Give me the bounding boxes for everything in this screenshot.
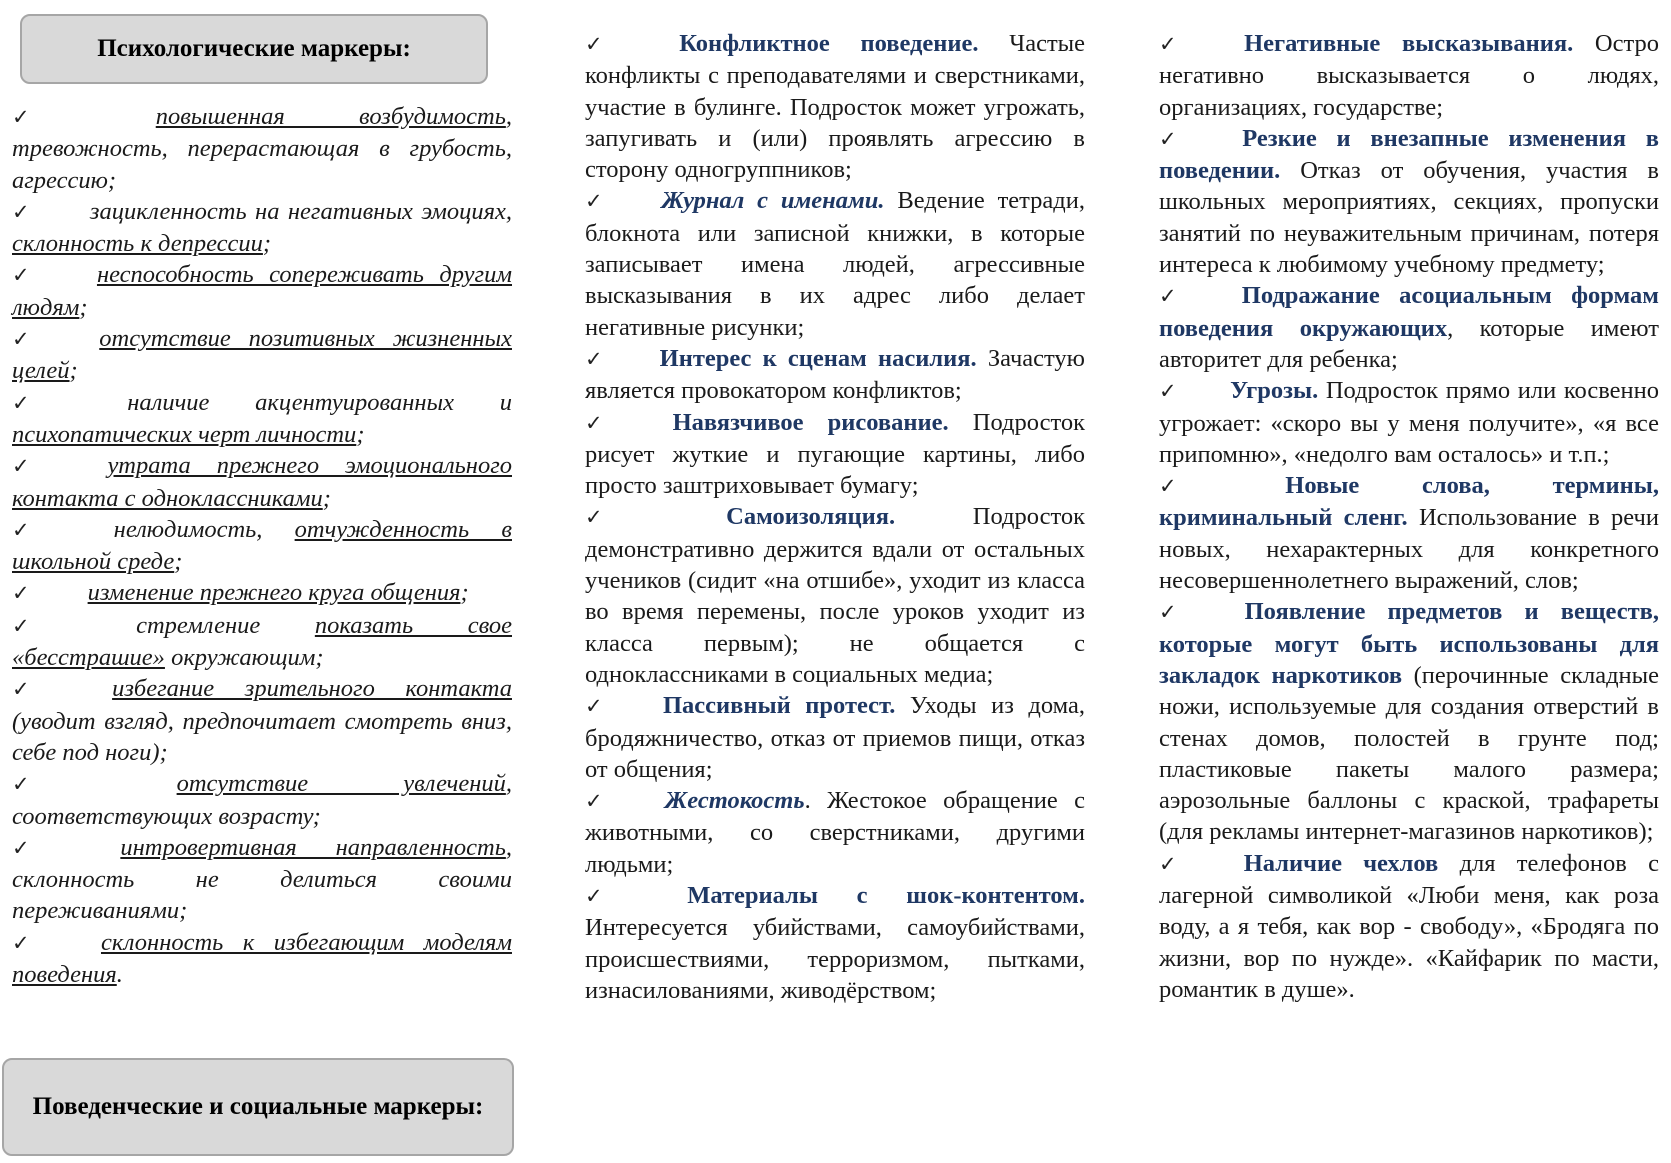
marker-keyword: Угрозы. (1230, 377, 1319, 405)
checkmark-icon: ✓ (12, 390, 70, 415)
marker-text: (уводит взгляд, предпочитает смотреть вниз, себе под ноги); (12, 707, 512, 766)
psych-marker-item (12, 768, 512, 832)
psych-markers-list (12, 101, 512, 990)
checkmark-icon: ✓ (12, 930, 43, 955)
checkmark-icon: ✓ (12, 263, 39, 288)
psych-marker-item (12, 101, 512, 196)
psych-markers-title: Психологические маркеры: (97, 35, 411, 62)
marker-description: (перочинные складные ножи, используемые для создания отверстий в стенах домов, полостей в грунте под; пластиковые пакеты малого размера; аэрозольные баллоны с краской, трафареты (для рекламы интернет-магазинов наркотиков); (1159, 661, 1659, 846)
behavioral-marker-item (585, 343, 1085, 407)
marker-text: зацикленность на негативных эмоциях, (89, 197, 512, 225)
checkmark-icon: ✓ (1159, 474, 1234, 499)
behavioral-marker-item (585, 785, 1085, 880)
marker-description: Использование в речи новых, нехарактерных для конкретного несовершеннолетнего выражений, слов; (1159, 504, 1659, 595)
checkmark-icon: ✓ (585, 505, 675, 530)
behavioral-marker-item (585, 690, 1085, 785)
marker-underlined-text: отсутствие позитивных жизненных целей (12, 325, 512, 385)
behavioral-marker-item (1159, 596, 1659, 847)
marker-underlined-text: повышенная возбудимость (155, 103, 506, 130)
psych-marker-item (12, 259, 512, 323)
psych-marker-item (12, 323, 512, 387)
psych-marker-item (12, 673, 512, 768)
checkmark-icon: ✓ (12, 105, 98, 129)
marker-description: . Жестокое обращение с животными, со сверстниками, другими людьми; (585, 787, 1085, 878)
checkmark-icon: ✓ (1159, 851, 1192, 876)
marker-keyword: Навязчивое рисование. (672, 408, 949, 436)
marker-description: Подросток прямо или косвенно угрожает: «скоро вы у меня получите», «я все припомню», «недолго вам осталось» и т.п.; (1159, 377, 1659, 468)
marker-text: ; (69, 357, 78, 385)
marker-description: Отказ от обучения, участия в школьных мероприятиях, секциях, пропуски занятий по неуважительным причинам, потеря интереса к любимому учебному предмету; (1159, 157, 1659, 279)
behavioral-marker-item (1159, 470, 1659, 596)
checkmark-icon: ✓ (585, 789, 613, 814)
psych-marker-item (12, 610, 512, 674)
checkmark-icon: ✓ (1159, 284, 1190, 309)
psych-marker-item (12, 577, 512, 609)
marker-description: Подросток рисует жуткие и пугающие картины, либо просто заштриховывает бумагу; (585, 408, 1085, 500)
marker-text: наличие акцентуированных и (127, 388, 512, 416)
checkmark-icon: ✓ (585, 346, 608, 371)
behavioral-markers-title: Поведенческие и социальные маркеры: (32, 1093, 484, 1120)
behavioral-marker-item (585, 407, 1085, 502)
checkmark-icon: ✓ (12, 327, 42, 352)
marker-text: ; (174, 548, 183, 576)
marker-keyword: Появление предметов и веществ, которые могут быть использованы для закладок наркотиков (1159, 598, 1659, 689)
marker-description: Интересуется убийствами, самоубийствами, происшествиями, терроризмом, пытками, изнасилованиями, живодёрством; (585, 914, 1085, 1004)
psych-markers-header (20, 14, 488, 84)
marker-keyword: Журнал с именами. (661, 187, 885, 215)
marker-description: Ведение тетради, блокнота или записной книжки, в которые записывает имена людей, агрессивные высказывания в их адрес либо делает негативные рисунки; (585, 187, 1085, 341)
marker-keyword: Жестокость (664, 787, 805, 815)
marker-description: для телефонов с лагерной символикой «Люби меня, как роза воду, а я тебя, как вор - свободу», «Бродяга по жизни, вор по нужде». «Кайфарик по масти, романтик в душе». (1159, 849, 1659, 1003)
marker-text: ; (262, 230, 272, 258)
behavioral-marker-item (1159, 280, 1659, 375)
psych-marker-item (12, 450, 512, 514)
marker-description: Уходы из дома, бродяжничество, отказ от приемов пищи, отказ от общения; (585, 692, 1085, 783)
marker-text: ; (460, 579, 469, 607)
psych-marker-item (12, 832, 512, 927)
checkmark-icon: ✓ (1159, 600, 1193, 625)
marker-underlined-text: показать свое «бесстрашие» (12, 611, 512, 672)
marker-underlined-text: неспособность сопереживать другим людям (12, 261, 512, 321)
marker-underlined-text: склонность к депрессии (12, 230, 263, 258)
marker-description: Подросток демонстративно держится вдали от остальных учеников (сидит «на отшибе», уходит из класса во время перемены, после уроков уходит из класса первым); не общается с одноклассниками в социальных медиа; (585, 503, 1085, 688)
marker-text: . (116, 961, 123, 989)
checkmark-icon: ✓ (585, 32, 628, 56)
marker-underlined-text: отсутствие увлечений (176, 770, 506, 798)
checkmark-icon: ✓ (12, 454, 50, 479)
checkmark-icon: ✓ (12, 772, 119, 797)
marker-keyword: Резкие и внезапные изменения в поведении. (1159, 124, 1659, 185)
psych-marker-item (12, 514, 512, 578)
checkmark-icon: ✓ (585, 884, 636, 909)
marker-text: , соответствующих возрасту; (12, 770, 512, 830)
marker-underlined-text: психопатических черт личности (12, 420, 357, 448)
checkmark-icon: ✓ (12, 199, 32, 224)
marker-keyword: Наличие чехлов (1243, 849, 1439, 877)
marker-underlined-text: склонность к избегающим моделям поведения (12, 928, 512, 989)
psych-marker-item (12, 196, 512, 260)
checkmark-icon: ✓ (12, 677, 55, 702)
behavioral-marker-item (1159, 375, 1659, 470)
marker-description: , которые имеют авторитет для ребенка; (1159, 314, 1659, 373)
behavioral-marker-item (585, 28, 1085, 185)
checkmark-icon: ✓ (585, 189, 610, 214)
marker-description: Зачастую является провокатором конфликтов; (585, 344, 1085, 405)
psych-marker-item (12, 927, 512, 991)
marker-underlined-text: изменение прежнего круга общения (87, 579, 461, 607)
behavioral-markers-list-1 (585, 28, 1085, 1006)
checkmark-icon: ✓ (1159, 32, 1193, 56)
marker-text: , склонность не делиться своими переживаниями; (12, 833, 512, 925)
marker-keyword: Материалы с шок-контентом. (687, 882, 1085, 910)
marker-keyword: Интерес к сценам насилия. (659, 344, 977, 372)
marker-text: ; (322, 484, 331, 512)
psych-marker-item (12, 387, 512, 451)
marker-description: Частые конфликты с преподавателями и сверстниками, участие в булинге. Подросток может угрожать, запугивать и (или) проявлять агрессию в сторону одногруппников; (585, 30, 1085, 184)
marker-keyword: Новые слова, термины, криминальный сленг. (1159, 472, 1659, 532)
marker-text: ; (356, 420, 365, 448)
marker-underlined-text: отчужденность в школьной среде (12, 515, 512, 576)
marker-keyword: Пассивный протест. (663, 692, 896, 720)
marker-text: ; (79, 293, 88, 321)
marker-keyword: Негативные высказывания. (1244, 30, 1574, 57)
behavioral-marker-item (585, 185, 1085, 342)
checkmark-icon: ✓ (1159, 126, 1191, 151)
behavioral-marker-item (1159, 28, 1659, 123)
behavioral-marker-item (1159, 848, 1659, 1005)
behavioral-markers-header (2, 1058, 514, 1156)
behavioral-marker-item (1159, 123, 1659, 280)
behavioral-marker-item (585, 501, 1085, 690)
checkmark-icon: ✓ (585, 410, 621, 435)
marker-description: Остро негативно высказывается о людях, организациях, государстве; (1159, 30, 1659, 121)
marker-text: окружающим; (164, 644, 324, 672)
marker-underlined-text: утрата прежнего эмоционального контакта с одноклассниками (12, 452, 512, 512)
checkmark-icon: ✓ (585, 694, 611, 719)
marker-underlined-text: избегание зрительного контакта (112, 675, 512, 703)
marker-text: нелюдимость, (113, 515, 295, 543)
marker-keyword: Конфликтное поведение. (679, 30, 979, 57)
checkmark-icon: ✓ (1159, 379, 1179, 404)
marker-keyword: Самоизоляция. (726, 503, 896, 531)
checkmark-icon: ✓ (12, 835, 63, 860)
checkmark-icon: ✓ (12, 613, 79, 638)
marker-text: стремление (136, 611, 315, 639)
behavioral-marker-item (585, 880, 1085, 1006)
marker-keyword: Подражание асоциальным формам поведения окружающих (1159, 282, 1659, 342)
checkmark-icon: ✓ (12, 581, 30, 606)
behavioral-markers-list-2 (1159, 28, 1659, 1005)
marker-underlined-text: интровертивная направленность (120, 833, 506, 861)
checkmark-icon: ✓ (12, 517, 56, 542)
marker-text: , тревожность, перерастающая в грубость, агрессию; (12, 103, 512, 194)
